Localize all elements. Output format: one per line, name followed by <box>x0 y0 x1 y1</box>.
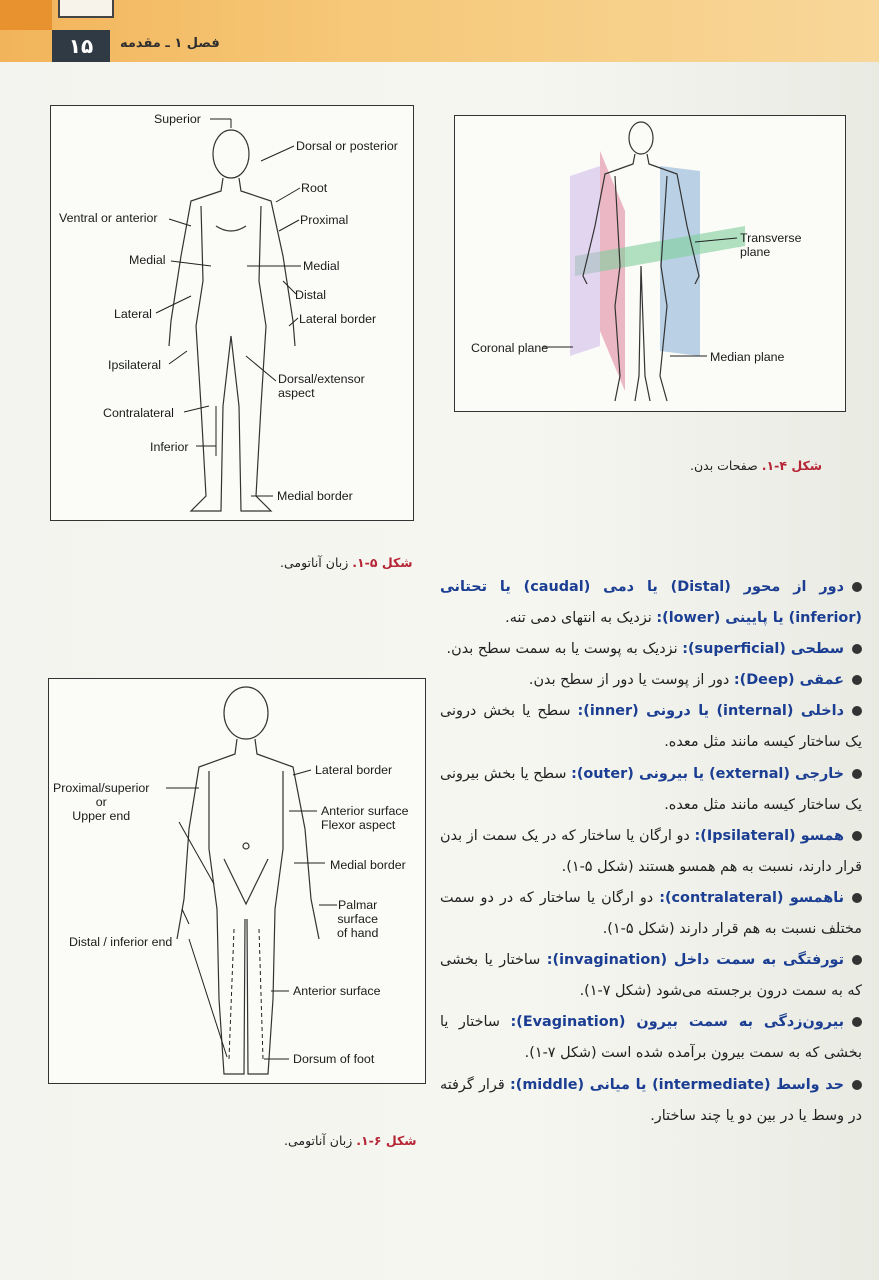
term-external: خارجی (external) یا بیرونی (outer): سطح یا بخش بیرونی یک ساختار کیسه مانند مثل معده. <box>440 765 862 813</box>
page-header-bar <box>0 0 879 62</box>
label-coronal-plane: Coronal plane <box>471 341 549 355</box>
caption-figure-4: شکل ۴-۱. صفحات بدن. <box>690 458 823 473</box>
label-lateral: Lateral <box>114 307 152 321</box>
term-intermediate: حد واسط (intermediate) یا میانی (middle): قرار گرفته در وسط یا در بین دو یا چند ساختار. <box>440 1076 862 1124</box>
label-contralateral: Contralateral <box>103 406 174 420</box>
chapter-title: فصل ۱ ـ مقدمه <box>120 36 220 51</box>
label-distal: Distal <box>295 288 326 302</box>
label-transverse-plane: Transverse plane <box>740 231 802 259</box>
body-text <box>440 572 862 1132</box>
header-notch <box>58 0 114 18</box>
label-dorsal: Dorsal or posterior <box>296 139 398 153</box>
figure-body-planes <box>454 115 846 412</box>
label-anterior-flexor: Anterior surface Flexor aspect <box>321 804 409 832</box>
header-tab <box>0 0 52 30</box>
caption-figure-6: شکل ۶-۱. زبان آناتومی. <box>284 1133 417 1148</box>
term-superficial: سطحی (superficial): نزدیک به پوست یا به سمت سطح بدن. <box>440 634 862 665</box>
label-anterior-surface: Anterior surface <box>293 984 381 998</box>
label-medial-border: Medial border <box>277 489 353 503</box>
caption-figure-5: شکل ۵-۱. زبان آناتومی. <box>280 555 413 570</box>
label-distal-inferior: Distal / inferior end <box>69 935 173 949</box>
term-distal: دور از محور (Distal) یا دمی (caudal) یا تحتانی (inferior) یا پایینی (lower): نزدیک به انتهای دمی تنه. <box>440 579 862 627</box>
term-internal: داخلی (internal) یا درونی (inner): سطح یا بخش درونی یک ساختار کیسه مانند مثل معده. <box>440 703 862 751</box>
label-root: Root <box>301 181 328 195</box>
term-evagination: بیرون‌زدگی به سمت بیرون (Evagination): ساختار یا بخشی که به سمت بیرون برآمده شده است (شکل ۷-۱). <box>440 1014 862 1062</box>
label-dorsum-foot: Dorsum of foot <box>293 1052 375 1066</box>
label-median-plane: Median plane <box>710 350 785 364</box>
label-ipsilateral: Ipsilateral <box>108 358 162 372</box>
label-medial-right: Medial <box>303 259 340 273</box>
label-proximal: Proximal <box>300 213 349 227</box>
term-ipsilateral: همسو (Ipsilateral): دو ارگان یا ساختار که در یک سمت از بدن قرار دارند، نسبت به هم همسو هستند (شکل ۵-۱). <box>440 827 862 875</box>
label-proximal-superior: Proximal/superior or Upper end <box>53 781 150 823</box>
label-dorsal-extensor: Dorsal/extensor aspect <box>278 372 365 400</box>
label-palmar-surface: Palmar surface of hand <box>337 898 379 940</box>
label-lateral-border-2: Lateral border <box>315 763 393 777</box>
label-inferior: Inferior <box>150 440 189 454</box>
page-number: ۱۵ <box>52 30 110 62</box>
label-medial-border-2: Medial border <box>330 858 406 872</box>
label-ventral: Ventral or anterior <box>59 211 158 225</box>
term-contralateral: ناهمسو (contralateral): دو ارگان یا ساختار که در دو سمت مختلف نسبت به هم قرار دارند (شکل ۵-۱). <box>440 889 862 938</box>
term-invagination: تورفتگی به سمت داخل (invagination): ساختار یا بخشی که به سمت درون برجسته می‌شود (شکل ۷-۱). <box>440 952 862 1000</box>
figure-anatomy-terms-2 <box>48 678 426 1084</box>
term-deep: عمقی (Deep): دور از پوست یا دور از سطح بدن. <box>440 665 862 696</box>
label-superior: Superior <box>154 112 201 126</box>
label-lateral-border: Lateral border <box>299 312 377 326</box>
figure-anatomy-terms <box>50 105 414 521</box>
anatomy-body-drawing-2 <box>49 679 425 1083</box>
fig4-leader-lines <box>455 116 845 411</box>
label-medial-left: Medial <box>129 253 166 267</box>
